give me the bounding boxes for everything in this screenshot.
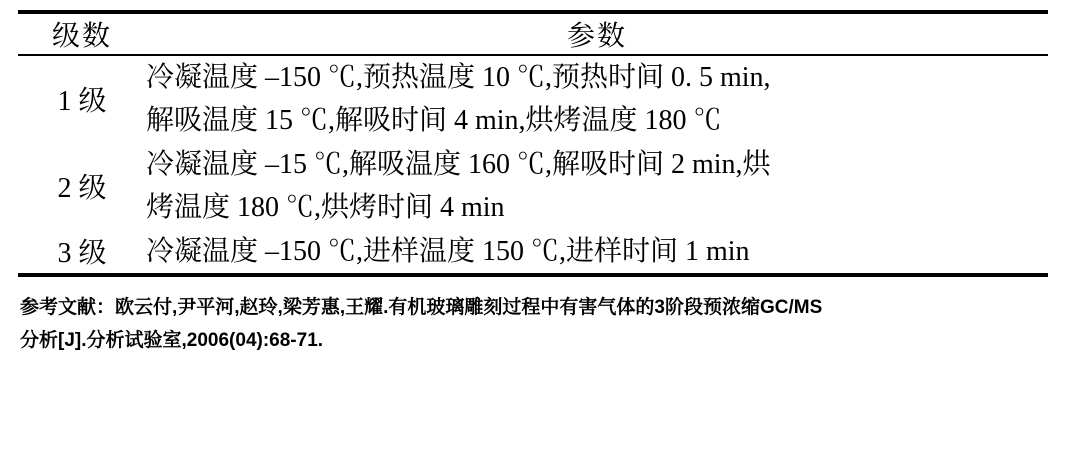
parameter-cell — [146, 56, 1048, 143]
table-row — [18, 230, 1048, 273]
level-cell: 3 级 — [57, 238, 107, 270]
parameters-table-body — [18, 56, 1048, 273]
parameter-line: 烤温度 180 ℃,烘烤时间 4 min — [146, 192, 505, 224]
level-cell: 1 级 — [57, 86, 107, 118]
level-cell: 2 级 — [57, 173, 107, 205]
parameters-table — [18, 14, 1048, 54]
table-header-row — [18, 14, 1048, 54]
column-header-level: 级数 — [51, 21, 112, 52]
reference-line-1: 参考文献：欧云付,尹平河,赵玲,梁芳惠,王耀.有机玻璃雕刻过程中有害气体的3阶段预浓缩GC/MS — [20, 296, 823, 318]
parameter-line: 冷凝温度 –150 ℃,预热温度 10 ℃,预热时间 0. 5 min, — [146, 62, 771, 93]
parameter-line: 解吸温度 15 ℃,解吸时间 4 min,烘烤温度 180 ℃ — [146, 105, 722, 137]
table-row — [18, 56, 1048, 143]
parameter-line: 冷凝温度 –150 ℃,进样温度 150 ℃,进样时间 1 min — [146, 235, 750, 267]
parameter-line: 冷凝温度 –15 ℃,解吸温度 160 ℃,解吸时间 2 min,烘 — [146, 148, 771, 180]
parameter-cell — [146, 143, 1048, 230]
parameter-cell — [146, 230, 1048, 273]
table-page — [0, 10, 1066, 460]
reference-line-2: 分析[J].分析试验室,2006(04):68-71. — [20, 330, 324, 352]
reference-footer — [18, 277, 1048, 358]
table-row — [18, 143, 1048, 230]
column-header-parameter: 参数 — [566, 21, 627, 52]
